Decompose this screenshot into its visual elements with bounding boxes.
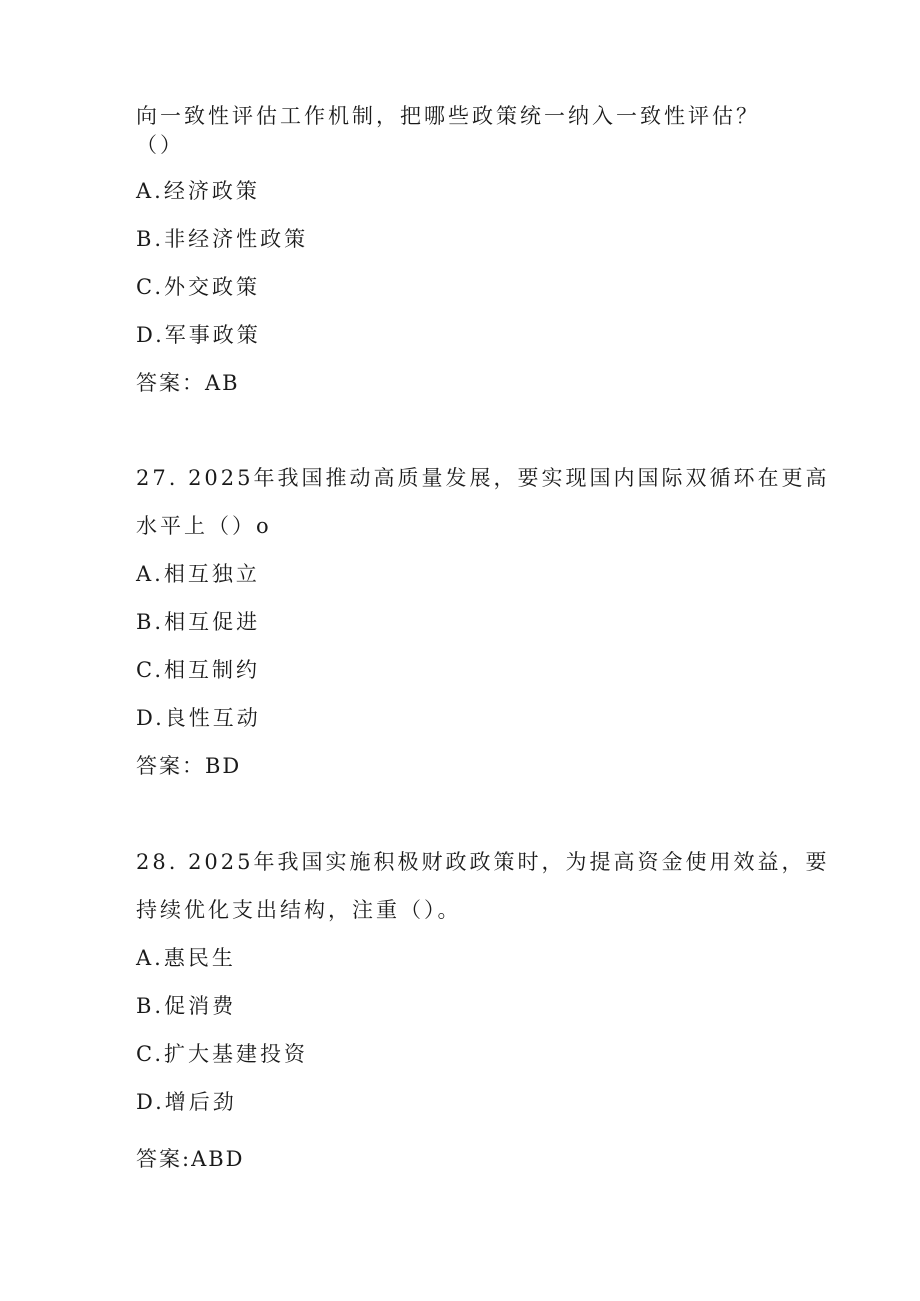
q28-option-d: D.增后劲 <box>136 1090 237 1114</box>
q28-stem-line1: 28. 2025年我国实施积极财政政策时，为提高资金使用效益，要 <box>136 850 830 874</box>
q27-option-b: B.相互促进 <box>136 610 261 634</box>
q27-stem-line1: 27. 2025年我国推动高质量发展，要实现国内国际双循环在更高 <box>136 466 830 490</box>
q26-option-a: A.经济政策 <box>136 179 260 203</box>
q26-option-b: B.非经济性政策 <box>136 227 309 251</box>
q26-option-d: D.军事政策 <box>136 323 261 347</box>
q26-answer: 答案：AB <box>136 371 240 395</box>
q26-stem-line1: 向一致性评估工作机制，把哪些政策统一纳入一致性评估？ <box>136 104 760 128</box>
q28-answer: 答案:ABD <box>136 1147 245 1171</box>
q27-option-d: D.良性互动 <box>136 706 261 730</box>
q28-option-b: B.促消费 <box>136 994 237 1018</box>
q27-option-c: C.相互制约 <box>136 658 260 682</box>
q26-option-c: C.外交政策 <box>136 275 260 299</box>
q27-stem-line2: 水平上（）o <box>136 514 272 538</box>
q27-option-a: A.相互独立 <box>136 562 260 586</box>
q27-answer: 答案：BD <box>136 754 242 778</box>
q28-option-a: A.惠民生 <box>136 946 236 970</box>
q26-stem-line2: （） <box>136 133 184 157</box>
q28-option-c: C.扩大基建投资 <box>136 1042 308 1066</box>
q28-stem-line2: 持续优化支出结构，注重（）。 <box>136 898 462 922</box>
